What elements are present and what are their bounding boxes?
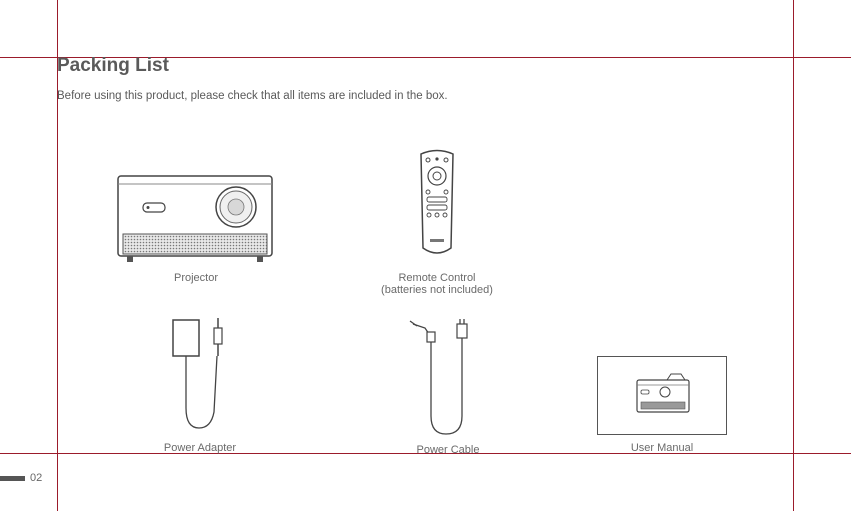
caption-projector: Projector (173, 272, 219, 284)
caption-remote-control: Remote Control (398, 272, 476, 284)
page-title: Packing List (57, 55, 169, 76)
power-cable-icon (405, 316, 480, 444)
page-subtitle: Before using this product, please check that all items are included in the box. (57, 90, 448, 102)
caption-power-cable: Power Cable (416, 444, 480, 456)
caption-remote-control-note: (batteries not included) (381, 284, 493, 296)
guide-line-right (793, 0, 794, 511)
remote-control-icon (415, 148, 459, 260)
user-manual-icon (597, 356, 727, 435)
projector-icon (115, 172, 275, 266)
page-number: 02 (30, 472, 43, 484)
page-number-bar (0, 476, 25, 481)
caption-user-manual: User Manual (630, 442, 694, 454)
power-adapter-icon (165, 316, 230, 444)
caption-power-adapter: Power Adapter (163, 442, 237, 454)
